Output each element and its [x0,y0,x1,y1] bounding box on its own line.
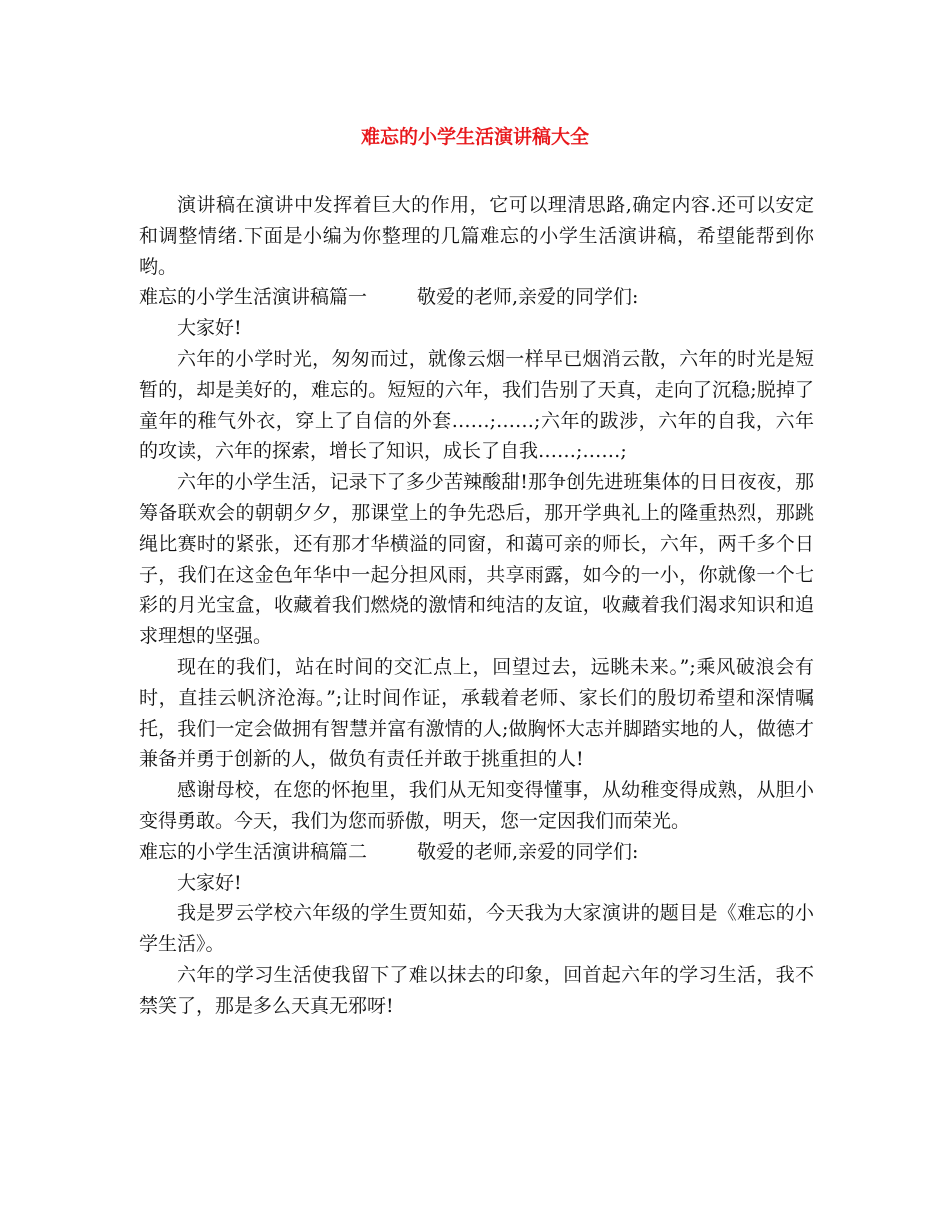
section-1-paragraph-2: 六年的小学生活，记录下了多少苦辣酸甜!那争创先进班集体的日日夜夜，那筹备联欢会的朝朝夕夕，那课堂上的争先恐后，那开学典礼上的隆重热烈，那跳绳比赛时的紧张，还有那才华横溢的同窗，和蔼可亲的师长，六年，两千多个日子，我们在这金色年华中一起分担风雨，共享雨露，如今的一小，你就像一个七彩的月光宝盒，收藏着我们燃烧的激情和纯洁的友谊，收藏着我们渴求知识和追求理想的坚强。 [139,471,814,648]
section-2-salutation: 敬爱的老师,亲爱的同学们: [417,840,639,863]
document-title: 难忘的小学生活演讲稿大全 [360,126,589,148]
section-1-heading-line [139,282,814,313]
section-2-heading-line [139,837,814,868]
intro-paragraph: 演讲稿在演讲中发挥着巨大的作用，它可以理清思路,确定内容.还可以安定和调整情绪.下面是小编为你整理的几篇难忘的小学生活演讲稿，希望能帮到你哟。 [139,194,814,278]
section-1-greeting: 大家好! [177,317,242,340]
section-2-paragraph-1: 我是罗云学校六年级的学生贾知茹，今天我为大家演讲的题目是《难忘的小学生活》。 [139,902,814,956]
section-2-heading: 难忘的小学生活演讲稿篇二 [139,840,368,863]
section-1-salutation: 敬爱的老师,亲爱的同学们: [417,286,639,309]
section-1-paragraph-1: 六年的小学时光，匆匆而过，就像云烟一样早已烟消云散，六年的时光是短暂的，却是美好的，难忘的。短短的六年，我们告别了天真，走向了沉稳;脱掉了童年的稚气外衣，穿上了自信的外套……;……;六年的跋涉，六年的自我，六年的攻读，六年的探索，增长了知识，成长了自我……;……; [139,347,814,463]
section-1-paragraph-3: 现在的我们，站在时间的交汇点上，回望过去，远眺未来。”;乘风破浪会有时，直挂云帆济沧海。”;让时间作证，承载着老师、家长们的殷切希望和深情嘱托，我们一定会做拥有智慧并富有激情的人;做胸怀大志并脚踏实地的人，做德才兼备并勇于创新的人，做负有责任并敢于挑重担的人! [139,655,814,771]
document-body [139,190,814,1022]
section-1-paragraph-4: 感谢母校，在您的怀抱里，我们从无知变得懂事，从幼稚变得成熟，从胆小变得勇敢。今天，我们为您而骄傲，明天，您一定因我们而荣光。 [139,779,814,832]
section-2-greeting: 大家好! [177,871,242,894]
section-1-heading: 难忘的小学生活演讲稿篇一 [139,286,368,309]
section-2-paragraph-2: 六年的学习生活使我留下了难以抹去的印象，回首起六年的学习生活，我不禁笑了，那是多么天真无邪呀! [139,963,814,1017]
